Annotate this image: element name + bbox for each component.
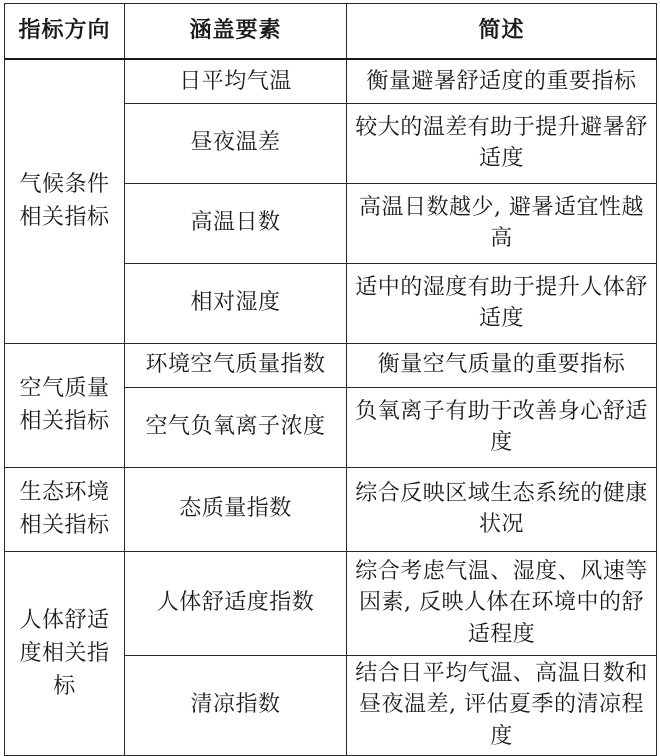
element-cell: 态质量指数	[125, 467, 347, 551]
element-cell: 相对湿度	[125, 263, 347, 343]
element-cell: 人体舒适度指数	[125, 551, 347, 655]
element-cell: 空气负氧离子浓度	[125, 387, 347, 467]
description-cell: 较大的温差有助于提升避暑舒适度	[347, 103, 657, 183]
description-cell: 负氧离子有助于改善身心舒适度	[347, 387, 657, 467]
element-cell: 日平均气温	[125, 59, 347, 103]
header-description: 简述	[347, 4, 657, 60]
description-cell: 综合反映区域生态系统的健康状况	[347, 467, 657, 551]
direction-cell-ecology: 生态环境相关指标	[5, 467, 125, 551]
element-cell: 高温日数	[125, 183, 347, 263]
table-body	[5, 59, 657, 755]
description-cell: 衡量空气质量的重要指标	[347, 343, 657, 387]
description-cell: 适中的湿度有助于提升人体舒适度	[347, 263, 657, 343]
direction-cell-air: 空气质量相关指标	[5, 343, 125, 467]
direction-cell-comfort: 人体舒适度相关指标	[5, 551, 125, 755]
element-cell: 清凉指数	[125, 655, 347, 755]
description-cell: 综合考虑气温、湿度、风速等因素, 反映人体在环境中的舒适程度	[347, 551, 657, 655]
header-row	[5, 4, 657, 60]
direction-cell-climate: 气候条件相关指标	[5, 59, 125, 343]
table-row	[5, 551, 657, 655]
table-header	[5, 4, 657, 60]
description-cell: 衡量避暑舒适度的重要指标	[347, 59, 657, 103]
table-row	[5, 467, 657, 551]
description-cell: 高温日数越少, 避暑适宜性越高	[347, 183, 657, 263]
element-cell: 环境空气质量指数	[125, 343, 347, 387]
header-direction: 指标方向	[5, 4, 125, 60]
indicator-table	[4, 3, 657, 756]
table-row	[5, 343, 657, 387]
description-cell: 结合日平均气温、高温日数和昼夜温差, 评估夏季的清凉程度	[347, 655, 657, 755]
header-element: 涵盖要素	[125, 4, 347, 60]
table-row	[5, 59, 657, 103]
element-cell: 昼夜温差	[125, 103, 347, 183]
